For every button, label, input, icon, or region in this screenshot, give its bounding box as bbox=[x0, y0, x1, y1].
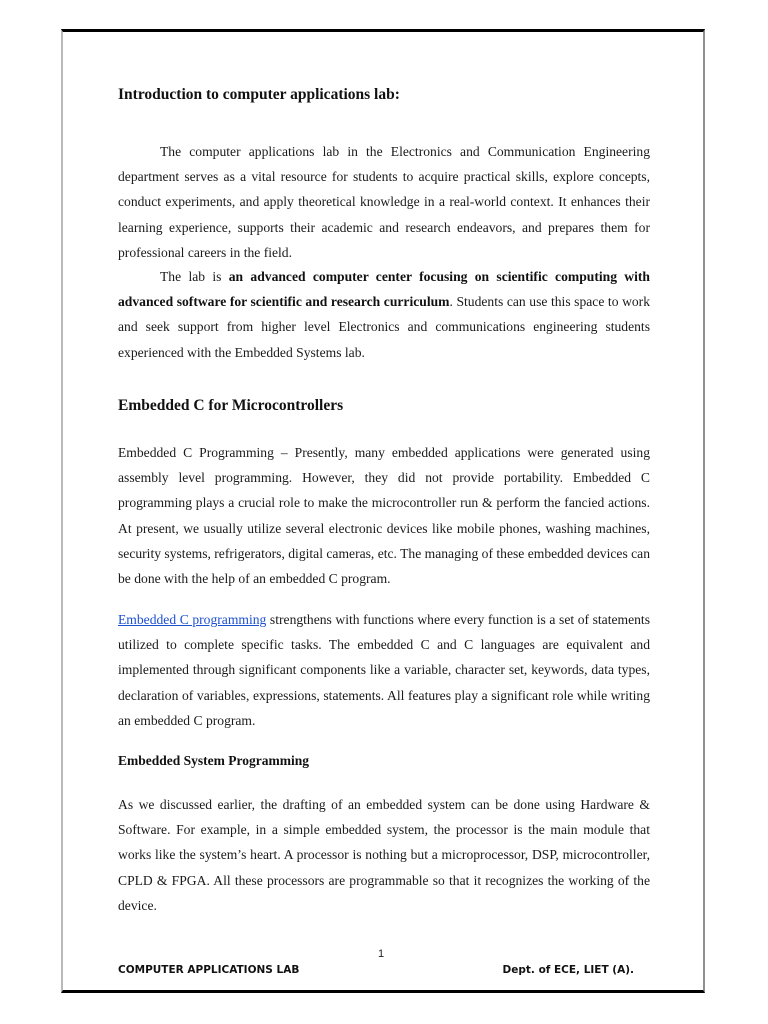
paragraph-embedded-system-1: As we discussed earlier, the drafting of an embedded system can be done using Hardware & Software. For example, in a simple embedded system, the processor is the main module that works like the system’s heart. A processor is nothing but a microprocessor, DSP, microcontroller, CPLD & FPGA. All these processors are programmable so that it recognizes the working of the device. bbox=[118, 797, 650, 913]
paragraph-intro-1: The computer applications lab in the Electronics and Communication Engineering department serves as a vital resource for students to acquire practical skills, explore concepts, conduct experiments, and apply theoretical knowledge in a real-world context. It enhances their learning experience, supports their academic and research endeavors, and prepares them for professional careers in the field. bbox=[118, 144, 650, 260]
section-heading-embedded-system: Embedded System Programming bbox=[118, 753, 309, 768]
footer-lab-name: COMPUTER APPLICATIONS LAB bbox=[118, 964, 300, 976]
paragraph-intro-2-prefix: The lab is bbox=[160, 269, 229, 284]
page-number: 1 bbox=[378, 948, 385, 960]
footer-department: Dept. of ECE, LIET (A). bbox=[502, 964, 634, 976]
paragraph-embedded-c-1: Embedded C Programming – Presently, many embedded applications were generated using assembly level programming. However, they did not provide portability. Embedded C programming plays a crucial role to make the microcontroller run & perform the fancied actions. At present, we usually utilize several electronic devices like mobile phones, washing machines, security systems, refrigerators, digital cameras, etc. The managing of these embedded devices can be done with the help of an embedded C program. bbox=[118, 445, 650, 587]
paragraph-embedded-c-2 bbox=[118, 607, 650, 733]
paragraph-intro-2-suffix: . Students can use this space to work and seek support from higher level Electronics and communications engineering students experienced with the Embedded Systems lab. bbox=[118, 294, 651, 360]
paragraph-intro-2 bbox=[118, 264, 650, 365]
section-heading-embedded-c: Embedded C for Microcontrollers bbox=[118, 397, 344, 414]
section-heading-introduction: Introduction to computer applications lab: bbox=[118, 86, 400, 103]
paragraph-intro-2-bold: an advanced computer center focusing on scientific computing with advanced software for scientific and research curriculum bbox=[118, 269, 650, 310]
paragraph-embedded-c-2-suffix: strengthens with functions where every function is a set of statements utilized to complete specific tasks. The embedded C and C languages are equivalent and implemented through significant components like a variable, character set, keywords, data types, declaration of variables, expressions, statements. All features play a significant role while writing an embedded C program. bbox=[118, 612, 650, 728]
embedded-c-programming-link[interactable]: Embedded C programming bbox=[118, 612, 267, 627]
